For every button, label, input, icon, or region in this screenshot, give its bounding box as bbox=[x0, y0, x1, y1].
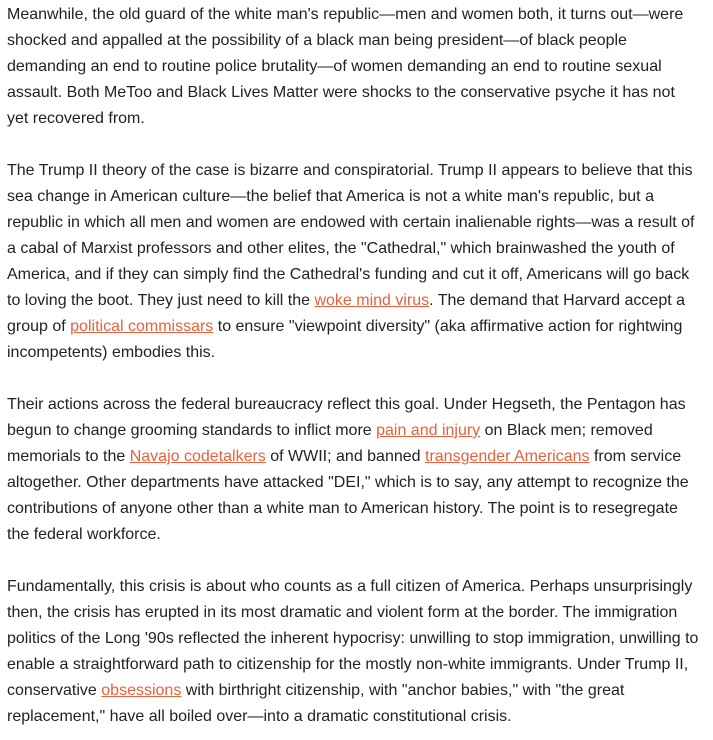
text-line bbox=[7, 2, 713, 28]
inline-link[interactable]: transgender Americans bbox=[425, 448, 590, 465]
text-line bbox=[7, 210, 713, 236]
text-segment: from service bbox=[589, 448, 682, 465]
text-segment: incompetents) embodies this. bbox=[7, 344, 216, 361]
text-line bbox=[7, 314, 713, 340]
text-line bbox=[7, 496, 713, 522]
text-line bbox=[7, 626, 713, 652]
text-line bbox=[7, 444, 713, 470]
text-segment: . The demand that Harvard accept a bbox=[429, 292, 686, 309]
text-line bbox=[7, 106, 713, 132]
text-segment: sea change in American culture—the belief that America is not a white man's republic, but a bbox=[7, 188, 654, 205]
inline-link[interactable]: woke mind virus bbox=[314, 292, 430, 309]
inline-link[interactable]: political commissars bbox=[70, 318, 214, 335]
text-line bbox=[7, 470, 713, 496]
text-segment: yet recovered from. bbox=[7, 110, 145, 127]
text-segment: Meanwhile, the old guard of the white man's republic—men and women both, it turns out—were bbox=[7, 6, 684, 23]
text-segment: contributions of anyone other than a white man to American history. The point is to resegregate bbox=[7, 500, 678, 517]
text-line bbox=[7, 28, 713, 54]
text-line bbox=[7, 522, 713, 548]
text-line bbox=[7, 392, 713, 418]
text-segment: Their actions across the federal bureaucracy reflect this goal. Under Hegseth, the Pentagon has bbox=[7, 396, 686, 413]
text-segment: The Trump II theory of the case is bizarre and conspiratorial. Trump II appears to believe that this bbox=[7, 162, 693, 179]
text-segment: altogether. Other departments have attacked "DEI," which is to say, any attempt to recognize the bbox=[7, 474, 689, 491]
text-line bbox=[7, 704, 713, 730]
text-line bbox=[7, 54, 713, 80]
text-segment: America, and if they can simply find the Cathedral's funding and cut it off, Americans will go back bbox=[7, 266, 690, 283]
text-segment: replacement," have all boiled over—into a dramatic constitutional crisis. bbox=[7, 708, 512, 725]
text-segment: republic in which all men and women are endowed with certain inalienable rights—was a result of bbox=[7, 214, 695, 231]
paragraph bbox=[7, 2, 713, 132]
text-segment: enable a straightforward path to citizenship for the mostly non-white immigrants. Under Trump II, bbox=[7, 656, 689, 673]
text-line bbox=[7, 236, 713, 262]
text-segment: to loving the boot. They just need to kill the bbox=[7, 292, 315, 309]
text-segment: shocked and appalled at the possibility of a black man being president—of black people bbox=[7, 32, 627, 49]
text-segment: begun to change grooming standards to inflict more bbox=[7, 422, 377, 439]
text-line bbox=[7, 262, 713, 288]
text-line bbox=[7, 678, 713, 704]
text-line bbox=[7, 288, 713, 314]
text-segment: Fundamentally, this crisis is about who counts as a full citizen of America. Perhaps unsurprisingly bbox=[7, 578, 693, 595]
text-line bbox=[7, 574, 713, 600]
inline-link[interactable]: obsessions bbox=[101, 682, 182, 699]
text-line bbox=[7, 340, 713, 366]
text-line bbox=[7, 652, 713, 678]
inline-link[interactable]: Navajo codetalkers bbox=[129, 448, 266, 465]
text-segment: the federal workforce. bbox=[7, 526, 161, 543]
paragraph bbox=[7, 574, 713, 730]
text-segment: of WWII; and banned bbox=[265, 448, 425, 465]
paragraph bbox=[7, 392, 713, 548]
text-segment: group of bbox=[7, 318, 71, 335]
text-segment: politics of the Long '90s reflected the inherent hypocrisy: unwilling to stop immigration, unwilling to bbox=[7, 630, 699, 647]
text-segment: on Black men; removed bbox=[480, 422, 653, 439]
text-segment: with birthright citizenship, with "anchor babies," with "the great bbox=[181, 682, 625, 699]
text-segment: memorials to the bbox=[7, 448, 130, 465]
text-segment: conservative bbox=[7, 682, 102, 699]
text-segment: a cabal of Marxist professors and other elites, the "Cathedral," which brainwashed the youth of bbox=[7, 240, 675, 257]
inline-link[interactable]: pain and injury bbox=[376, 422, 481, 439]
text-segment: to ensure "viewpoint diversity" (aka affirmative action for rightwing bbox=[213, 318, 683, 335]
paragraph bbox=[7, 158, 713, 366]
text-segment: assault. Both MeToo and Black Lives Matter were shocks to the conservative psyche it has not bbox=[7, 84, 675, 101]
text-line bbox=[7, 80, 713, 106]
text-line bbox=[7, 418, 713, 444]
text-line bbox=[7, 184, 713, 210]
text-line bbox=[7, 158, 713, 184]
text-segment: then, the crisis has erupted in its most dramatic and violent form at the border. The immigration bbox=[7, 604, 678, 621]
text-segment: demanding an end to routine police brutality—of women demanding an end to routine sexual bbox=[7, 58, 662, 75]
text-line bbox=[7, 600, 713, 626]
